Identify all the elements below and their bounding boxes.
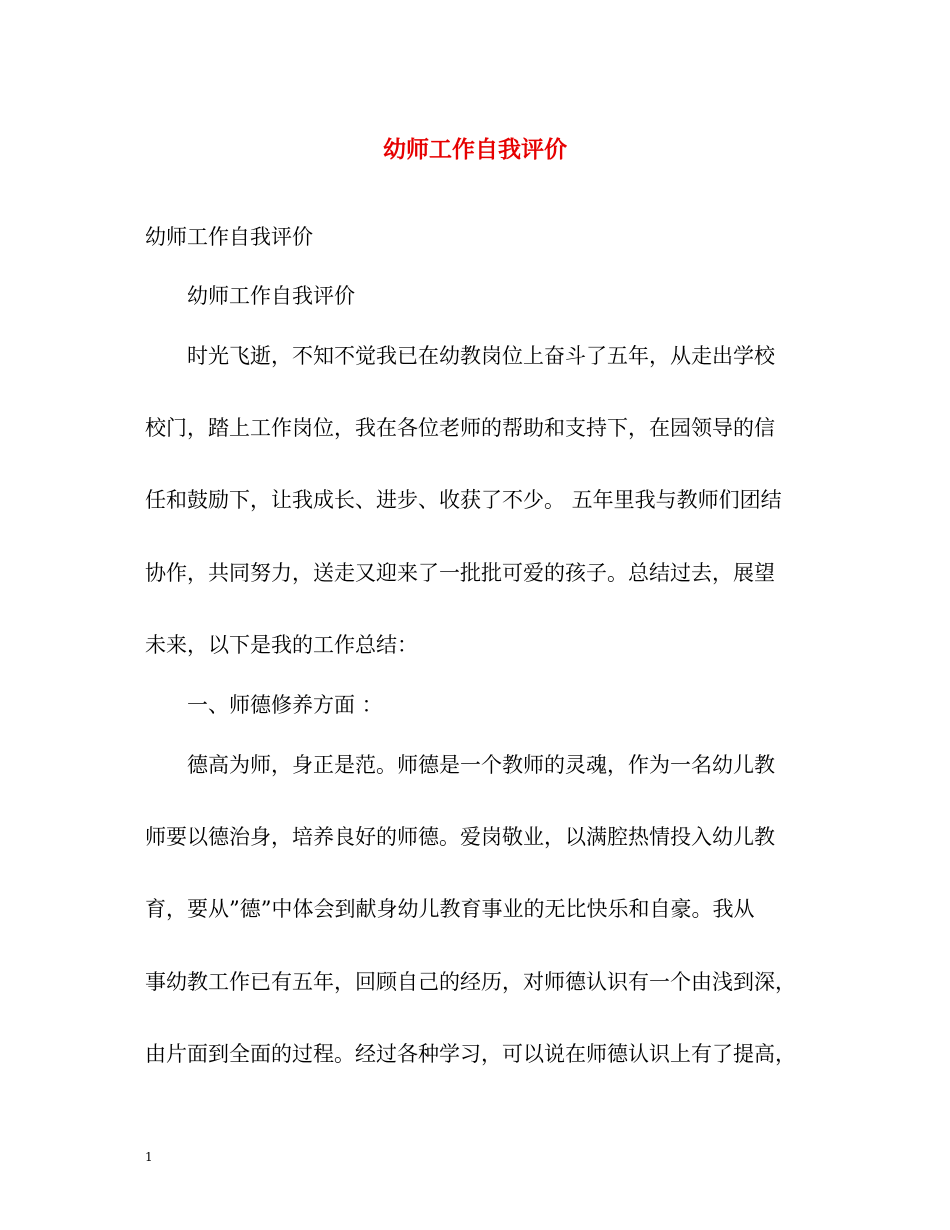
section-heading-line: 幼师工作自我评价 (187, 284, 355, 308)
paragraph-line: 事幼教工作已有五年，回顾自己的经历，对师德认识有一个由浅到深， (145, 970, 796, 994)
paragraph-line: 协作，共同努力，送走又迎来了一批批可爱的孩子。总结过去，展望 (145, 561, 775, 585)
paragraph-line: 由片面到全面的过程。经过各种学习，可以说在师德认识上有了提高， (145, 1042, 796, 1066)
paragraph-line: 校门，踏上工作岗位，我在各位老师的帮助和支持下，在园领导的信 (145, 416, 775, 440)
page-number: 1 (145, 1150, 153, 1164)
paragraph-line: 德高为师，身正是范。师德是一个教师的灵魂，作为一名幼儿教 (187, 753, 775, 777)
paragraph-line: 育，要从”德”中体会到献身幼儿教育事业的无比快乐和自豪。我从 (145, 897, 755, 921)
paragraph-line: 未来，以下是我的工作总结： (145, 633, 418, 657)
document-title: 幼师工作自我评价 (383, 136, 567, 163)
paragraph-line: 任和鼓励下，让我成长、进步、收获了不少。 五年里我与教师们团结 (145, 488, 782, 512)
section-heading-line: 一、师德修养方面 ： (187, 693, 383, 717)
paragraph-line: 时光飞逝，不知不觉我已在幼教岗位上奋斗了五年，从走出学校 (187, 344, 775, 368)
paragraph-line: 师要以德治身，培养良好的师德。爱岗敬业，以满腔热情投入幼儿教 (145, 825, 775, 849)
subtitle-line: 幼师工作自我评价 (145, 225, 313, 249)
